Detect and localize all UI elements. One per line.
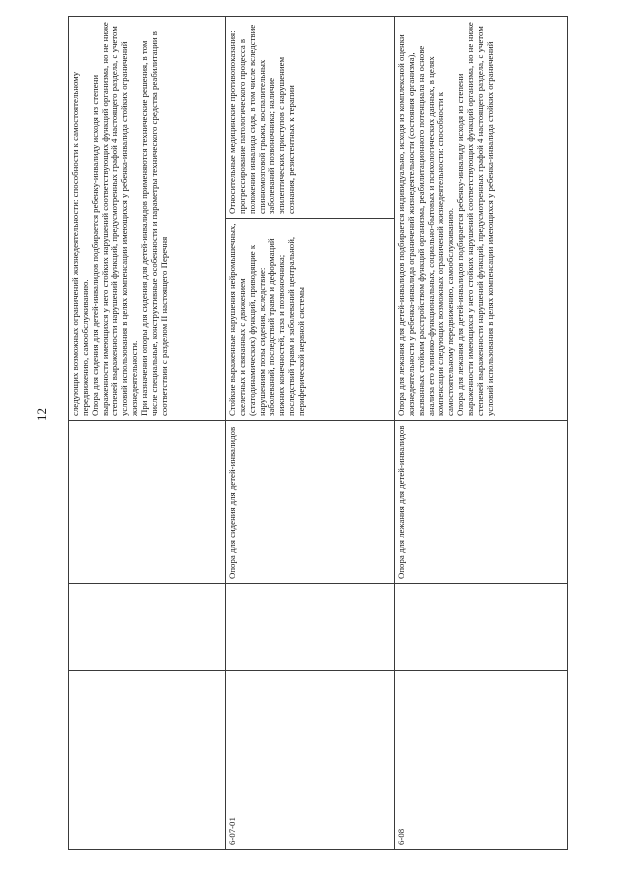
table-cell-code: 6-08: [395, 671, 568, 850]
paragraph: Опора для лежания для детей-инвалидов подбирается ребенку-инвалиду исходя из степени выраженности имеющихся у него стойких нарушений соответствующих функций организма, но не ниже степеней выраженности нарушений функций, предусмотренных графой 4 настоящего раздела, с учетом условий использования в целях компенсации имеющихся у ребенка-инвалида стойких ограничений: [455, 22, 495, 416]
table-cell-empty: [395, 584, 568, 671]
paragraph: следующих возможных ограничений жизнедеятельности: способности к самостоятельному передвижению, самообслуживанию.: [70, 71, 90, 416]
paragraph: При назначении опоры для сидения для детей-инвалидов применяются технические решения, в том числе специальные, конструктивные особенности и параметры технического средства реабилитации в соответствии с разделом II настоящего Перечня: [138, 31, 169, 416]
rotated-page: [68, 16, 552, 850]
table-cell-usage-conditions: [69, 17, 226, 421]
table-cell-name: Опора для лежания для детей-инвалидов: [395, 421, 568, 584]
table-cell-empty: [69, 421, 226, 584]
rehabilitation-table: [68, 16, 568, 850]
table-row: [69, 17, 226, 850]
table-cell-usage-conditions: [395, 17, 568, 421]
table-cell-name: Опора для сидения для детей-инвалидов: [226, 421, 395, 584]
table-row: [226, 17, 395, 850]
table-cell-code: 6-07-01: [226, 671, 395, 850]
table-cell-empty: [69, 671, 226, 850]
table-cell-empty: [226, 584, 395, 671]
paragraph: Опора для лежания для детей-инвалидов подбирается индивидуально, исходя из комплексной оценки жизнедеятельности у ребенка-инвалида ограничений жизнедеятельности (состояния организма), вызванных стойким расстройством функций организма, реабилитационного потенциала на основе анализа его клинико-функциональных, социально-бытовых и психологических данных, в целях компенсации следующих возможных ограничений жизнедеятельности: способности к самостоятельному передвижению, самообслуживанию.: [396, 34, 456, 416]
page-number: 12: [34, 408, 49, 421]
paragraph: Опора для сидения для детей-инвалидов подбирается ребенку-инвалиду исходя из степени выраженности имеющихся у него стойких нарушений соответствующих функций организма, но не ниже степеней выраженности нарушений функций, предусмотренных графой 4 настоящего раздела, с учетом условий использования в целях компенсации имеющихся у ребенка-инвалида стойких ограничений жизнедеятельности.: [89, 22, 140, 416]
table-cell-empty: [69, 584, 226, 671]
table-cell-disorders: Стойкие выраженные нарушения нейромышечных, скелетных и связанных с движением (статодинамических) функций, приводящие к нарушениям позы сидения, вследствие: заболеваний, последствий травм и деформаций нижних конечностей, таза и позвоночника; последствий травм и заболеваний центральной, периферической нервной системы: [226, 219, 395, 421]
table-row: [395, 17, 568, 850]
table-cell-contraindications: Относительные медицинские противопоказания: прогрессирование патологического процесса в положении инвалида сидя, в том числе вследствие спинномозговой грыжи, воспалительных заболеваний позвоночника; наличие эпилептических приступов с нарушением сознания, резистентных к терапии: [226, 17, 395, 219]
